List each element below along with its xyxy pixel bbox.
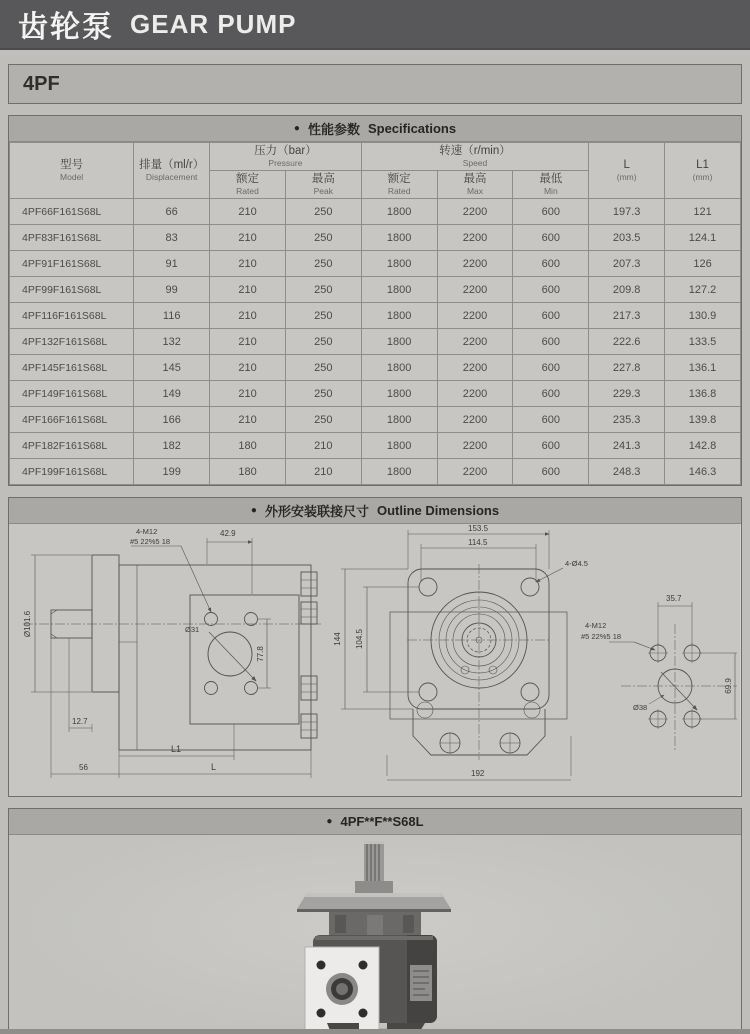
model-code-header (9, 809, 741, 835)
cell-speed-rated: 1800 (361, 251, 437, 277)
cell-length-l1: 121 (665, 199, 741, 225)
cell-length-l: 209.8 (589, 277, 665, 303)
cell-pressure-rated: 210 (210, 381, 286, 407)
cell-speed-max: 2200 (437, 277, 513, 303)
model-code-title: 4PF**F**S68L (340, 814, 424, 829)
cell-length-l1: 126 (665, 251, 741, 277)
cell-pressure-rated: 180 (210, 459, 286, 485)
front-view-labels (333, 524, 588, 778)
cell-model: 4PF182F161S68L (10, 433, 134, 459)
col-header-speed-max: 最高 Max (437, 171, 513, 199)
page-title-cn: 齿轮泵 (18, 11, 114, 44)
cell-speed-min: 600 (513, 199, 589, 225)
outline-drawing (9, 524, 737, 796)
cell-speed-max: 2200 (437, 355, 513, 381)
front-view (341, 530, 571, 780)
cell-pressure-rated: 210 (210, 277, 286, 303)
cell-displacement: 83 (134, 225, 210, 251)
cell-model: 4PF116F161S68L (10, 303, 134, 329)
svg-text:#5 22%5 18: #5 22%5 18 (130, 537, 171, 546)
photo-panel (8, 808, 742, 1034)
col-header-pressure-peak: 最高 Peak (285, 171, 361, 199)
spec-row (10, 407, 741, 433)
svg-text:12.7: 12.7 (72, 717, 88, 726)
cell-length-l1: 133.5 (665, 329, 741, 355)
cell-length-l: 197.3 (589, 199, 665, 225)
cell-pressure-rated: 210 (210, 329, 286, 355)
cell-speed-rated: 1800 (361, 355, 437, 381)
port-view (609, 602, 737, 752)
col-header-speed: 转速（r/min） Speed (361, 143, 588, 171)
cell-pressure-peak: 210 (285, 459, 361, 485)
svg-text:4-M12: 4-M12 (585, 621, 607, 630)
cell-length-l1: 136.8 (665, 381, 741, 407)
spec-row (10, 355, 741, 381)
spec-row (10, 303, 741, 329)
svg-text:56: 56 (79, 763, 88, 772)
cell-displacement: 166 (134, 407, 210, 433)
col-header-pressure-rated: 额定 Rated (210, 171, 286, 199)
cell-speed-rated: 1800 (361, 225, 437, 251)
cell-pressure-rated: 210 (210, 303, 286, 329)
svg-text:114.5: 114.5 (468, 538, 488, 547)
cell-pressure-peak: 250 (285, 381, 361, 407)
cell-speed-rated: 1800 (361, 459, 437, 485)
cell-speed-max: 2200 (437, 381, 513, 407)
side-view-labels (23, 527, 265, 772)
svg-text:69.9: 69.9 (724, 678, 733, 694)
svg-text:#5 22%5 18: #5 22%5 18 (581, 632, 622, 641)
specs-panel (8, 115, 742, 486)
cell-model: 4PF166F161S68L (10, 407, 134, 433)
svg-text:L1: L1 (171, 744, 182, 754)
cell-pressure-rated: 210 (210, 199, 286, 225)
svg-text:4-Ø4.5: 4-Ø4.5 (565, 559, 588, 568)
spec-row (10, 225, 741, 251)
cell-speed-max: 2200 (437, 407, 513, 433)
cell-speed-min: 600 (513, 381, 589, 407)
page-title-en: GEAR PUMP (130, 8, 297, 39)
side-view (23, 538, 321, 778)
cell-model: 4PF145F161S68L (10, 355, 134, 381)
col-header-speed-min: 最低 Min (513, 171, 589, 199)
cell-pressure-peak: 250 (285, 277, 361, 303)
cell-length-l: 207.3 (589, 251, 665, 277)
cell-speed-max: 2200 (437, 329, 513, 355)
outline-section-header (9, 498, 741, 524)
specs-section-header (9, 116, 741, 142)
specs-table (9, 142, 741, 485)
cell-displacement: 145 (134, 355, 210, 381)
series-panel (8, 64, 742, 104)
cell-speed-min: 600 (513, 407, 589, 433)
cell-pressure-rated: 210 (210, 251, 286, 277)
cell-displacement: 116 (134, 303, 210, 329)
bullet-icon: ● (250, 505, 257, 516)
svg-text:Ø101.6: Ø101.6 (23, 610, 32, 638)
cell-pressure-peak: 250 (285, 225, 361, 251)
cell-length-l: 229.3 (589, 381, 665, 407)
outline-panel (8, 497, 742, 797)
page-edge (0, 1029, 750, 1034)
cell-length-l: 227.8 (589, 355, 665, 381)
svg-text:Ø38: Ø38 (633, 703, 648, 712)
cell-speed-max: 2200 (437, 199, 513, 225)
cell-displacement: 149 (134, 381, 210, 407)
cell-speed-max: 2200 (437, 433, 513, 459)
outline-title-en: Outline Dimensions (376, 503, 500, 518)
series-title: 4PF (9, 65, 741, 103)
cell-model: 4PF91F161S68L (10, 251, 134, 277)
cell-speed-rated: 1800 (361, 329, 437, 355)
cell-model: 4PF199F161S68L (10, 459, 134, 485)
bullet-icon: ● (326, 816, 333, 827)
cell-speed-max: 2200 (437, 251, 513, 277)
cell-length-l1: 130.9 (665, 303, 741, 329)
cell-length-l1: 142.8 (665, 433, 741, 459)
cell-length-l1: 139.8 (665, 407, 741, 433)
cell-speed-rated: 1800 (361, 199, 437, 225)
cell-pressure-rated: 210 (210, 407, 286, 433)
svg-text:Ø31: Ø31 (185, 625, 200, 634)
cell-pressure-peak: 210 (285, 433, 361, 459)
cell-displacement: 199 (134, 459, 210, 485)
cell-displacement: 99 (134, 277, 210, 303)
cell-length-l1: 124.1 (665, 225, 741, 251)
cell-model: 4PF149F161S68L (10, 381, 134, 407)
cell-pressure-peak: 250 (285, 407, 361, 433)
col-header-pressure: 压力（bar） Pressure (210, 143, 362, 171)
cell-speed-rated: 1800 (361, 407, 437, 433)
cell-speed-rated: 1800 (361, 303, 437, 329)
svg-text:35.7: 35.7 (666, 594, 682, 603)
cell-pressure-rated: 210 (210, 355, 286, 381)
cell-model: 4PF99F161S68L (10, 277, 134, 303)
spec-row (10, 381, 741, 407)
spec-row (10, 199, 741, 225)
cell-length-l: 222.6 (589, 329, 665, 355)
cell-speed-max: 2200 (437, 303, 513, 329)
col-header-l1: L1 (mm) (665, 143, 741, 199)
cell-length-l1: 146.3 (665, 459, 741, 485)
col-header-l: L (mm) (589, 143, 665, 199)
cell-pressure-peak: 250 (285, 251, 361, 277)
cell-speed-min: 600 (513, 251, 589, 277)
cell-length-l: 235.3 (589, 407, 665, 433)
cell-speed-min: 600 (513, 225, 589, 251)
cell-length-l: 203.5 (589, 225, 665, 251)
spec-row (10, 459, 741, 485)
spec-row (10, 251, 741, 277)
svg-text:153.5: 153.5 (468, 524, 489, 533)
specs-title-cn: 性能参数 (307, 122, 360, 137)
outline-title-cn: 外形安装联接尺寸 (264, 504, 369, 519)
cell-length-l1: 136.1 (665, 355, 741, 381)
cell-model: 4PF132F161S68L (10, 329, 134, 355)
cell-speed-rated: 1800 (361, 433, 437, 459)
svg-text:L: L (211, 762, 217, 772)
cell-length-l: 217.3 (589, 303, 665, 329)
cell-displacement: 66 (134, 199, 210, 225)
cell-displacement: 182 (134, 433, 210, 459)
cell-length-l1: 127.2 (665, 277, 741, 303)
cell-pressure-peak: 250 (285, 303, 361, 329)
svg-text:104.5: 104.5 (355, 628, 364, 650)
spec-row (10, 433, 741, 459)
svg-text:42.9: 42.9 (220, 529, 236, 538)
cell-pressure-peak: 250 (285, 355, 361, 381)
specs-title-en: Specifications (367, 121, 457, 136)
gear-pump-photo (275, 837, 475, 1034)
bullet-icon: ● (293, 123, 300, 134)
spec-row (10, 277, 741, 303)
cell-speed-min: 600 (513, 433, 589, 459)
cell-displacement: 91 (134, 251, 210, 277)
cell-speed-min: 600 (513, 329, 589, 355)
svg-text:192: 192 (471, 769, 485, 778)
cell-speed-min: 600 (513, 277, 589, 303)
col-header-speed-rated: 额定 Rated (361, 171, 437, 199)
cell-displacement: 132 (134, 329, 210, 355)
cell-model: 4PF66F161S68L (10, 199, 134, 225)
product-photo-area (9, 835, 741, 1034)
svg-text:77.8: 77.8 (256, 646, 265, 662)
cell-pressure-peak: 250 (285, 199, 361, 225)
cell-speed-max: 2200 (437, 459, 513, 485)
cell-speed-min: 600 (513, 303, 589, 329)
svg-text:144: 144 (333, 632, 342, 646)
cell-length-l: 248.3 (589, 459, 665, 485)
svg-text:4-M12: 4-M12 (136, 527, 158, 536)
spec-row (10, 329, 741, 355)
cell-speed-max: 2200 (437, 225, 513, 251)
cell-speed-rated: 1800 (361, 277, 437, 303)
specs-header-row-1 (10, 143, 741, 171)
page-header (0, 0, 750, 50)
cell-speed-rated: 1800 (361, 381, 437, 407)
cell-speed-min: 600 (513, 355, 589, 381)
cell-pressure-peak: 250 (285, 329, 361, 355)
cell-pressure-rated: 180 (210, 433, 286, 459)
cell-length-l: 241.3 (589, 433, 665, 459)
col-header-model: 型号 Model (10, 143, 134, 199)
cell-speed-min: 600 (513, 459, 589, 485)
cell-pressure-rated: 210 (210, 225, 286, 251)
col-header-displacement: 排量（ml/r） Displacement (134, 143, 210, 199)
cell-model: 4PF83F161S68L (10, 225, 134, 251)
